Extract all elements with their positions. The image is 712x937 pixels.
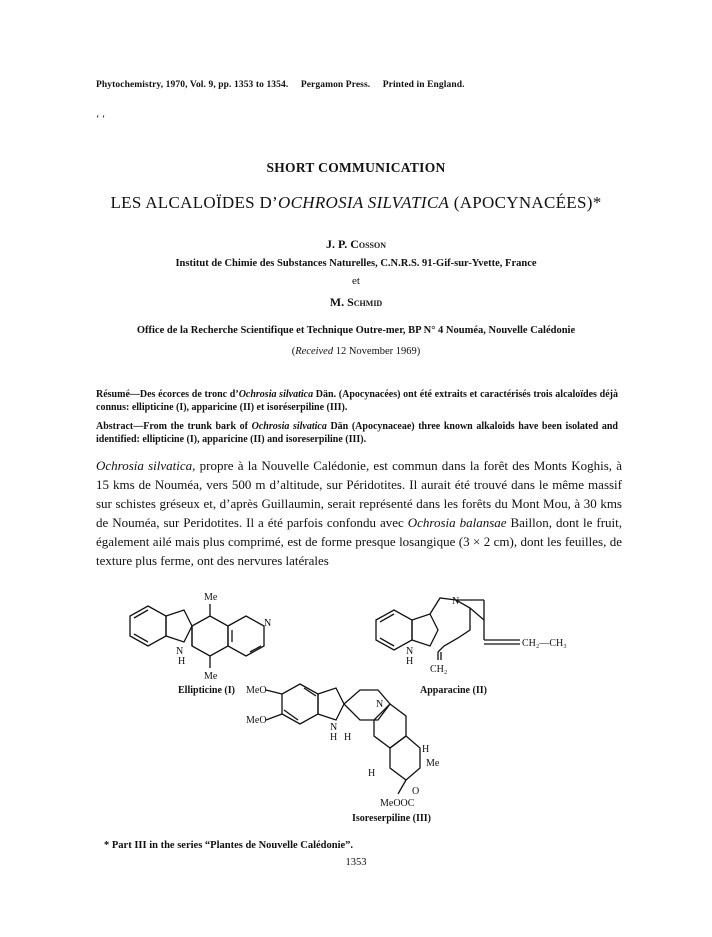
footnote: * Part III in the series “Plantes de Nouvelle Calédonie”.	[104, 840, 354, 851]
title-suffix: (APOCYNACÉES)*	[449, 193, 602, 212]
resume-text-a: —Des écorces de tronc d’	[129, 389, 239, 400]
title-species: OCHROSIA SILVATICA	[278, 193, 450, 212]
resume-label: Résumé	[96, 389, 130, 400]
isoreserpiline-nh-h: H	[330, 732, 338, 743]
article-title	[0, 193, 712, 213]
ellipticine-caption: Ellipticine (I)	[178, 685, 235, 696]
apparicine-structure	[376, 598, 520, 660]
isoreserpiline-h-3: H	[368, 768, 376, 779]
apparicine-caption: Apparacine (II)	[420, 685, 487, 696]
abstract-paragraph	[96, 420, 618, 446]
body-species-b: Ochrosia balansae	[407, 515, 507, 530]
isoreserpiline-ester: MeOOC	[380, 798, 415, 809]
ellipticine-ring-n: N	[264, 618, 272, 629]
isoreserpiline-amine-n: N	[376, 699, 384, 710]
apparicine-nh-h: H	[406, 656, 414, 667]
resume-paragraph	[96, 388, 618, 414]
journal-header	[96, 80, 465, 90]
affiliation-cnrs: Institut de Chimie des Substances Naturelles, C.N.R.S. 91-Gif-sur-Yvette, France	[175, 258, 537, 269]
abstract-text-a: —From the trunk bark of	[133, 421, 252, 432]
body-paragraph	[96, 456, 622, 570]
ellipticine-me-top: Me	[204, 592, 218, 603]
isoreserpiline-meo-1: MeO	[246, 685, 267, 696]
abstract-text-b: Dän (Apocynaceae) three known alkaloids have been isolated and identified: ellipticine (I), apparicine (II) and isoreserpiline (III).	[96, 421, 618, 445]
resume-text-b: Dän. (Apocynacées) ont été extraits et caractérisés trois alcaloïdes déjà connus: ellipticine (I), apparicine (II) et isoréserpiline (III).	[96, 389, 618, 413]
ellipticine-structure	[130, 604, 264, 668]
affiliation-orstom: Office de la Recherche Scientifique et Technique Outre-mer, BP N° 4 Nouméa, Nouvelle Calédonie	[136, 325, 576, 336]
isoreserpiline-ring-o: O	[412, 786, 420, 797]
isoreserpiline-nh-n: N	[330, 722, 338, 733]
title-prefix: LES ALCALOÏDES D’	[110, 193, 279, 212]
abstract-label: Abstract	[96, 421, 134, 432]
isoreserpiline-structure	[266, 684, 420, 794]
received-label: Received	[295, 346, 334, 357]
received-year: 1969	[395, 346, 417, 357]
apparicine-ethylidene: CH₂—CH₃	[522, 638, 567, 649]
ellipticine-nh-h: H	[178, 656, 186, 667]
abstract-species: Ochrosia silvatica	[251, 421, 327, 432]
body-text-a: , propre à la Nouvelle Calédonie, est commun dans la forêt des Monts Koghis, à 15 kms de Nouméa, vers 500 m d’altitude, sur Péridotites. Il aurait été trouvé dans le même massif sur schistes gréseux et, d’après Guillaumin, serait représenté dans les forêts du Mont Mou, à 30 kms de Nouméa, sur Peridotites. Il a été parfois confondu avec	[96, 458, 622, 530]
author-schmid: M. Schmid	[329, 295, 383, 309]
page-number: 1353	[345, 857, 367, 868]
stray-marks: ‘ ‘	[96, 114, 106, 125]
body-text-b: Baillon, dont le fruit, également ailé mais plus comprimé, est de forme presque losangique (3 × 2 cm), dont les feuilles, de texture plus ferme, ont des nervures latérales	[96, 515, 622, 568]
isoreserpiline-caption: Isoreserpiline (III)	[352, 813, 431, 824]
author-conjunction: et	[352, 275, 360, 287]
isoreserpiline-meo-2: MeO	[246, 715, 267, 726]
journal-citation: Phytochemistry, 1970, Vol. 9, pp. 1353 to 1354.	[96, 80, 289, 90]
author-cosson: J. P. Cosson	[325, 237, 386, 251]
journal-publisher: Pergamon Press.	[300, 80, 371, 90]
apparicine-amine-n: N	[452, 596, 460, 607]
isoreserpiline-me: Me	[426, 758, 440, 769]
ellipticine-nh-n: N	[176, 646, 184, 657]
isoreserpiline-h-2: H	[422, 744, 430, 755]
apparicine-nh-n: N	[406, 646, 414, 657]
chemical-structures-figure	[0, 580, 712, 835]
isoreserpiline-h-1: H	[344, 732, 352, 743]
resume-species: Ochrosia silvatica	[238, 389, 314, 400]
section-heading: SHORT COMMUNICATION	[266, 160, 446, 175]
body-species-a: Ochrosia silvatica	[96, 458, 193, 473]
received-date: (Received 12 November 1969)	[291, 346, 421, 357]
received-day: 12 November	[335, 346, 394, 357]
ellipticine-me-bottom: Me	[204, 671, 218, 682]
journal-printed: Printed in England.	[382, 80, 465, 90]
apparicine-methylene: CH₂	[430, 664, 448, 675]
